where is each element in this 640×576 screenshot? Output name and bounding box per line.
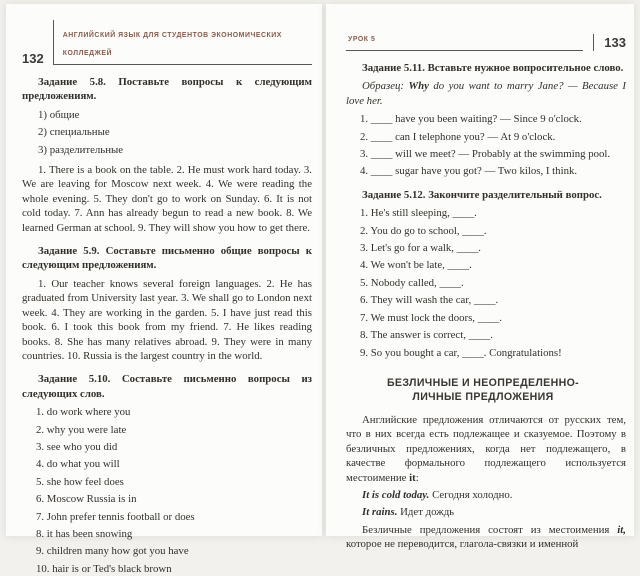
task-5-9-sentences: 1. Our teacher knows several foreign languages. 2. He has graduated from University last year. 3. We shall go to London next week. 4. They are working in the garden. 5. I have just read this book. 6. I took this book from my friend. 7. He likes reading books. 8. She has many relatives abroad. 9. They were in many countries. 10. Russia is the largest country in the world. — [22, 277, 312, 362]
sample-label: Образец: — [362, 80, 405, 93]
task-5-10-text: Составьте письменно вопросы из следующих слов. — [22, 373, 313, 400]
grammar-intro-colon: : — [415, 471, 419, 484]
task-5-11-heading — [346, 61, 626, 75]
task-5-8-label: Задание 5.8. — [38, 76, 106, 88]
right-head-rule — [346, 28, 583, 51]
grammar-example — [346, 505, 626, 519]
grammar-intro-it: it — [409, 471, 416, 484]
task-5-8-heading — [22, 75, 312, 104]
task-5-10-items — [22, 405, 312, 576]
task-5-10-item: 7. John prefer tennis football or does — [36, 510, 195, 523]
task-5-12-item: 4. We won't be late, ____. — [360, 259, 472, 272]
task-5-12-text: Закончите разделительный вопрос. — [428, 188, 602, 201]
grammar-example-en: It is cold today. — [362, 488, 430, 501]
grammar-intro-text: Английские предложения отличаются от русских тем, что в них всегда есть подлежащее и сказуемое. Поэтому в безличных предложениях, когда нет подлежащего, в качестве формального подлежащего используется местоимение — [346, 413, 626, 484]
task-5-12-item: 6. They will wash the car, ____. — [360, 294, 499, 307]
task-5-8-option: 2) специальные — [38, 126, 110, 139]
right-page-number: 133 — [593, 34, 626, 51]
left-page — [6, 4, 322, 575]
grammar-example-ru: Идет дождь — [400, 506, 455, 519]
task-5-11-item: 3. ____ will we meet? — Probably at the swimming pool. — [360, 148, 611, 161]
task-5-11-item: 1. ____ have you been waiting? — Since 9 o'clock. — [360, 113, 582, 126]
task-5-12-item: 3. Let's go for a walk, ____. — [360, 242, 481, 255]
task-5-10-item: 2. why you were late — [36, 423, 127, 436]
grammar-example-en: It rains. — [362, 506, 398, 519]
task-5-12-items — [346, 206, 626, 360]
task-5-10-item: 9. children many how got you have — [36, 545, 189, 558]
grammar-closing-it: it, — [617, 523, 626, 536]
task-5-12-heading — [346, 188, 626, 202]
task-5-9-text: Составьте письменно общие вопросы к следующим предложениям. — [22, 245, 313, 272]
grammar-example-ru: Сегодня холодно. — [432, 488, 513, 501]
task-5-12-item: 9. So you bought a car, ____. Congratulations! — [360, 346, 562, 359]
grammar-closing — [346, 523, 626, 552]
grammar-section-heading: БЕЗЛИЧНЫЕ И НЕОПРЕДЕЛЕННО-ЛИЧНЫЕ ПРЕДЛОЖЕНИЯ — [386, 376, 580, 403]
task-5-11-item: 4. ____ sugar have you got? — Two kilos, I think. — [360, 165, 578, 178]
grammar-intro — [346, 413, 626, 485]
task-5-12-item: 7. We must lock the doors, ____. — [360, 311, 502, 324]
task-5-11-item: 2. ____ can I telephone you? — At 9 o'clock. — [360, 130, 556, 143]
sample-bold-word: Why — [408, 80, 429, 93]
task-5-9-label: Задание 5.9. — [38, 245, 100, 258]
left-running-title: АНГЛИЙСКИЙ ЯЗЫК ДЛЯ СТУДЕНТОВ ЭКОНОМИЧЕСКИХ КОЛЛЕДЖЕЙ — [62, 32, 282, 57]
right-running-head — [346, 28, 626, 51]
left-running-head — [22, 20, 312, 65]
task-5-10-label: Задание 5.10. — [38, 373, 111, 386]
task-5-10-item: 6. Moscow Russia is in — [36, 493, 137, 506]
task-5-12-item: 2. You do go to school, ____. — [360, 224, 487, 237]
left-page-number: 132 — [22, 51, 44, 66]
grammar-closing-after: которое не переводится, глагола-связки и именной — [346, 538, 579, 551]
right-page — [326, 4, 634, 551]
task-5-8-options — [22, 108, 312, 157]
task-5-8-sentences: 1. There is a book on the table. 2. He must work hard today. 3. We are leaving for Moscow next week. 4. We were reading the whole evening. 5. They don't go to work on Sunday. 6. It is not cold today. 7. Ann has already begun to read a new book. 8. We learned German at school. 9. They will show you how to get there. — [22, 164, 312, 234]
grammar-example — [346, 488, 626, 502]
task-5-11-label: Задание 5.11. — [362, 62, 425, 74]
task-5-10-item: 10. hair is or Ted's black brown — [36, 562, 172, 575]
grammar-closing-before: Безличные предложения состоят из местоимения — [362, 523, 610, 536]
task-5-10-item: 4. do what you will — [36, 458, 120, 471]
task-5-12-item: 5. Nobody called, ____. — [360, 276, 464, 289]
task-5-10-item: 8. it has been snowing — [36, 527, 133, 540]
right-running-title: УРОК 5 — [348, 36, 376, 43]
task-5-8-text: Поставьте вопросы к следующим предложениям. — [22, 76, 312, 103]
task-5-10-item: 5. she how feel does — [36, 475, 124, 488]
task-5-10-item: 1. do work where you — [36, 406, 131, 419]
left-head-rule — [53, 20, 312, 65]
task-5-8-option: 3) разделительные — [38, 143, 124, 156]
sample-rest: do you want to marry Jane? — Because I love her. — [346, 80, 627, 107]
task-5-11-items — [346, 112, 626, 179]
task-5-8-option: 1) общие — [38, 108, 80, 121]
task-5-11-sample — [346, 79, 626, 108]
task-5-12-item: 1. He's still sleeping, ____. — [360, 207, 477, 220]
task-5-12-item: 8. The answer is correct, ____. — [360, 329, 493, 342]
task-5-11-text: Вставьте нужное вопросительное слово. — [427, 62, 624, 74]
task-5-12-label: Задание 5.12. — [362, 188, 426, 201]
task-5-10-heading — [22, 372, 312, 401]
task-5-10-item: 3. see who you did — [36, 440, 118, 453]
task-5-9-heading — [22, 244, 312, 273]
